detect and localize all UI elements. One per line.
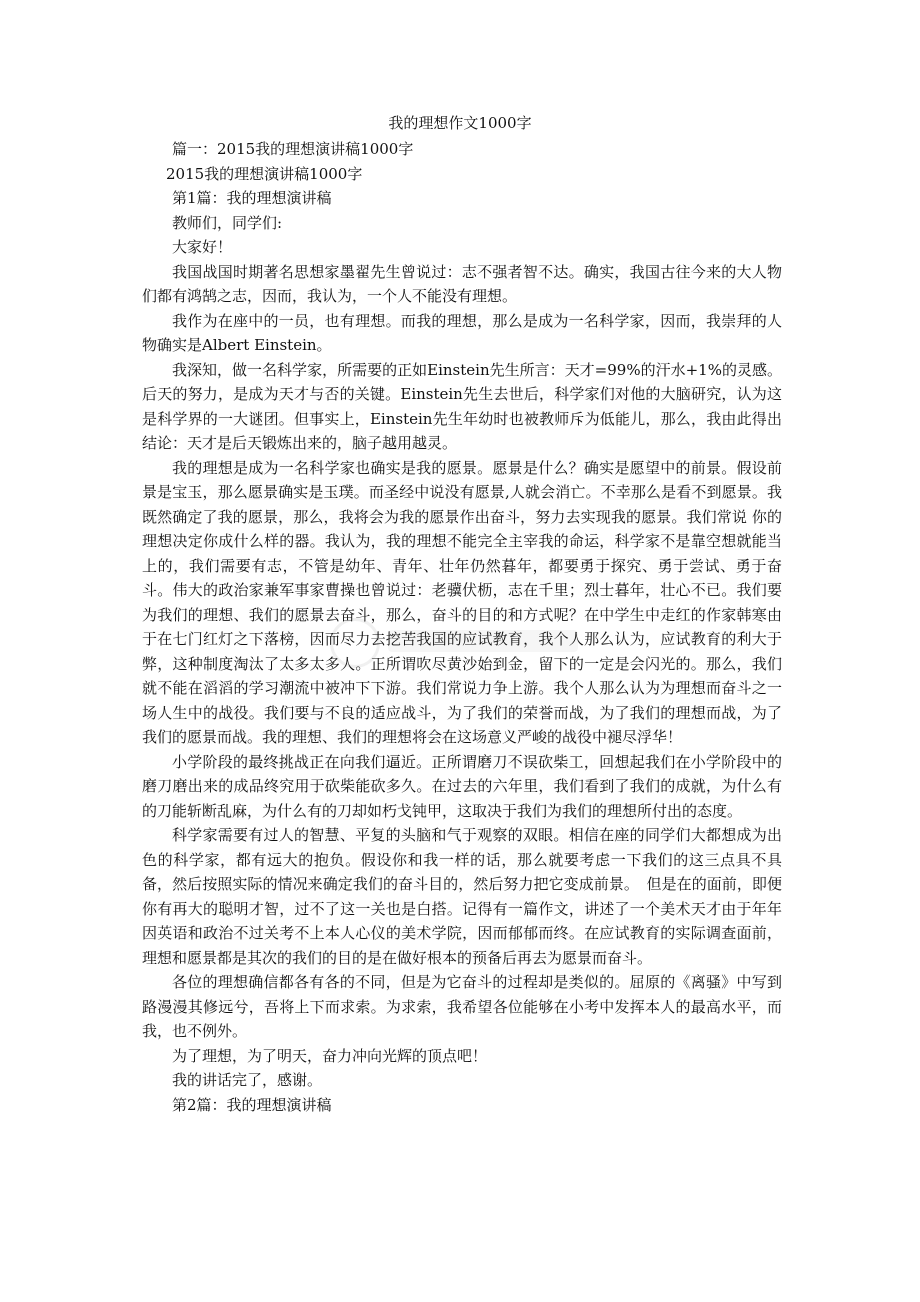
- header-line-1: 篇一：2015我的理想演讲稿1000字: [172, 140, 414, 158]
- paragraph-2: 我作为在座中的一员，也有理想。而我的理想，那么是成为一名科学家，因而，我崇拜的人物确实是Albert Einstein。: [142, 311, 782, 354]
- paragraph-8: 为了理想，为了明天，奋力冲向光辉的顶点吧！: [172, 1046, 488, 1065]
- header-line-3: 第1篇：我的理想演讲稿: [172, 189, 332, 207]
- paragraph-3: 我深知，做一名科学家，所需要的正如Einstein先生所言：天才=99%的汗水+1%的灵感。后天的努力，是成为天才与否的关键。Einstein先生去世后，科学家们对他的大脑研究，认为这是科学界的一大谜团。但事实上，Einstein先生年幼时也被教师斥为低能儿，那么，我由此得出结论：天才是后天锻炼出来的，脑子越用越灵。: [142, 360, 782, 452]
- document-title: 我的理想作文1000字: [388, 114, 532, 132]
- paragraph-5: 小学阶段的最终挑战正在向我们逼近。正所谓磨刀不误砍柴工，回想起我们在小学阶段中的磨刀磨出来的成品终究用于砍柴能砍多久。在过去的六年里，我们看到了我们的成就，为什么有的刀能斩断乱麻，为什么有的刀却如朽戈钝甲，这取决于我们为我们的理想所付出的态度。: [142, 752, 782, 820]
- paragraph-4: 我的理想是成为一名科学家也确实是我的愿景。愿景是什么？确实是愿望中的前景。假设前景是宝玉，那么愿景确实是玉璞。而圣经中说没有愿景,人就会消亡。不幸那么是看不到愿景。我既然确定了我的愿景，那么，我将会为我的愿景作出奋斗，努力去实现我的愿景。我们常说 你的理想决定你成什么样的器。我认为，我的理想不能完全主宰我的命运，科学家不是靠空想就能当上的，我们需要有志，不管是幼年、青年、壮年仍然暮年，都要勇于探究、勇于尝试、勇于奋斗。伟大的政治家兼军事家曹操也曾说过：老骥伏枥，志在千里；烈士暮年，壮心不已。我们要为我们的理想、我们的愿景去奋斗，那么，奋斗的目的和方式呢？在中学生中走红的作家韩寒由于在七门红灯之下落榜，因而尽力去挖苦我国的应试教育，我个人那么认为，应试教育的利大于弊，这种制度淘汰了太多太多人。正所谓吹尽黄沙始到金，留下的一定是会闪光的。那么，我们就不能在滔滔的学习潮流中被冲下下游。我们常说力争上游。我个人那么认为为理想而奋斗之一场人生中的战役。我们要与不良的适应战斗，为了我们的荣誉而战，为了我们的理想而战，为了我们的愿景而战。我的理想、我们的理想将会在这场意义严峻的战役中褪尽浮华！: [142, 458, 782, 746]
- header-line-2: 2015我的理想演讲稿1000字: [166, 164, 363, 183]
- header-line-5: 大家好！: [172, 238, 233, 256]
- paragraph-1: 我国战国时期著名思想家墨翟先生曾说过：志不强者智不达。确实，我国古往今来的大人物们都有鸿鹄之志，因而，我认为，一个人不能没有理想。: [142, 262, 782, 305]
- paragraph-9: 我的讲话完了，感谢。: [172, 1071, 323, 1089]
- document-body: [142, 137, 782, 1117]
- paragraph-6: 科学家需要有过人的智慧、平复的头脑和气于观察的双眼。相信在座的同学们大都想成为出色的科学家，都有远大的抱负。假设你和我一样的话，那么就要考虑一下我们的这三点具不具备，然后按照实际的情况来确定我们的奋斗目的，然后努力把它变成前景。 但是在的面前，即便你有再大的聪明才智，过不了这一关也是白搭。记得有一篇作文，讲述了一个美术天才由于年年因英语和政治不过关考不上本人心仪的美术学院，因而郁郁而终。在应试教育的实际调查面前，理想和愿景都是其次的我们的目的是在做好根本的预备后再去为愿景而奋斗。: [142, 826, 782, 967]
- header-line-4: 教师们，同学们:: [172, 213, 283, 232]
- section-heading-2: 第2篇：我的理想演讲稿: [172, 1095, 332, 1114]
- paragraph-7: 各位的理想确信都各有各的不同，但是为它奋斗的过程却是类似的。屈原的《离骚》中写到 路漫漫其修远兮，吾将上下而求索。为求索，我希望各位能够在小考中发挥本人的最高水平，而我，也不例外。: [142, 973, 782, 1040]
